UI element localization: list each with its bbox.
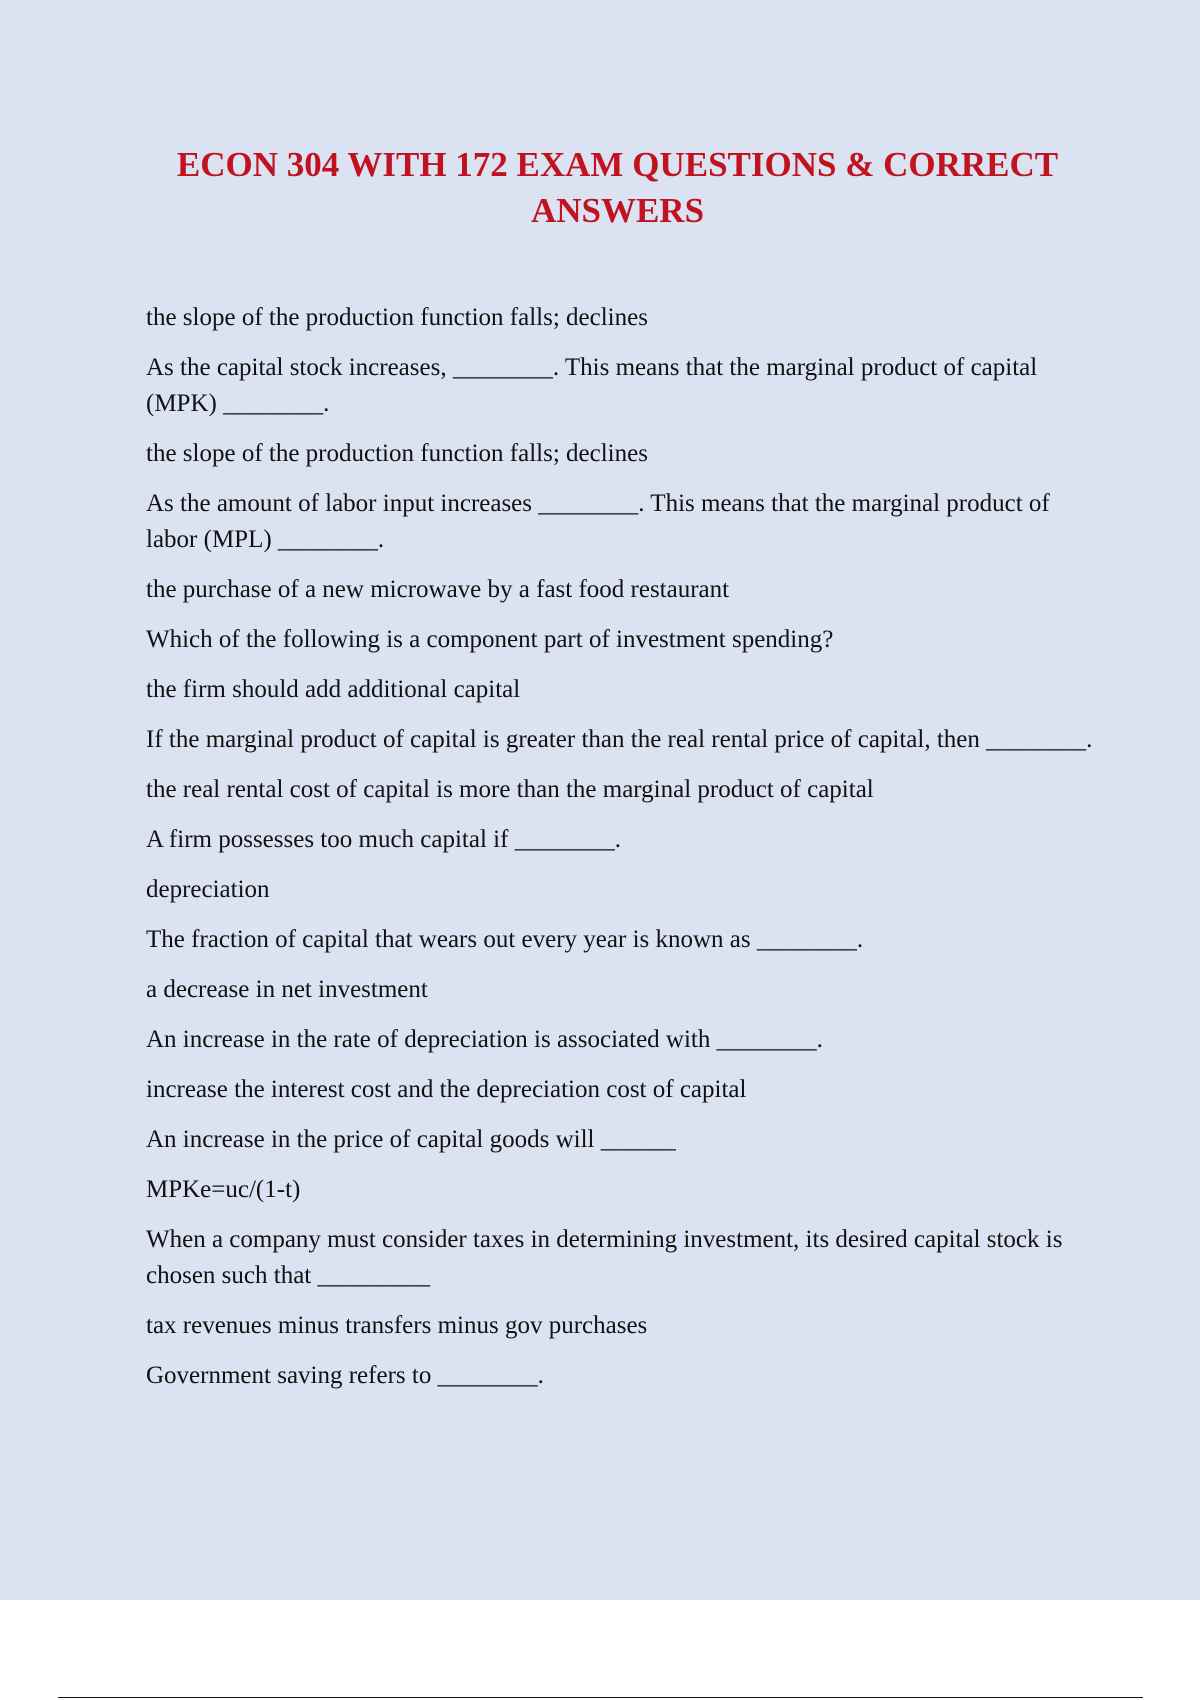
answer-line: MPKe=uc/(1-t) — [146, 1176, 301, 1203]
question-line: An increase in the price of capital goods will ______ — [146, 1126, 676, 1153]
question-line: An increase in the rate of depreciation is associated with ________. — [146, 1026, 823, 1053]
answer-line: the real rental cost of capital is more than the marginal product of capital — [146, 776, 874, 803]
qa-list — [146, 300, 1101, 1408]
question-line: A firm possesses too much capital if ________. — [146, 826, 621, 853]
answer-line: a decrease in net investment — [146, 976, 428, 1003]
question-line: Government saving refers to ________. — [146, 1362, 544, 1389]
answer-line: depreciation — [146, 876, 270, 903]
question-line: If the marginal product of capital is greater than the real rental price of capital, then ________. — [146, 726, 1093, 753]
answer-line: the purchase of a new microwave by a fast food restaurant — [146, 576, 730, 603]
answer-line: the firm should add additional capital — [146, 676, 521, 703]
question-line: As the capital stock increases, ________. This means that the marginal product of capital (MPK) ________. — [146, 354, 1038, 417]
answer-line: the slope of the production function falls; declines — [146, 440, 648, 467]
question-line: Which of the following is a component part of investment spending? — [146, 626, 834, 653]
document-title: ECON 304 WITH 172 EXAM QUESTIONS & CORRECT ANSWERS — [176, 145, 1059, 230]
question-line: When a company must consider taxes in determining investment, its desired capital stock is chosen such that _________ — [146, 1226, 1063, 1289]
answer-line: increase the interest cost and the depreciation cost of capital — [146, 1076, 747, 1103]
question-line: As the amount of labor input increases ________. This means that the marginal product of labor (MPL) ________. — [146, 490, 1050, 553]
answer-line: tax revenues minus transfers minus gov purchases — [146, 1312, 648, 1339]
answer-line: the slope of the production function falls; declines — [146, 304, 648, 331]
page-bottom-divider — [58, 1697, 1143, 1698]
question-line: The fraction of capital that wears out every year is known as ________. — [146, 926, 864, 953]
